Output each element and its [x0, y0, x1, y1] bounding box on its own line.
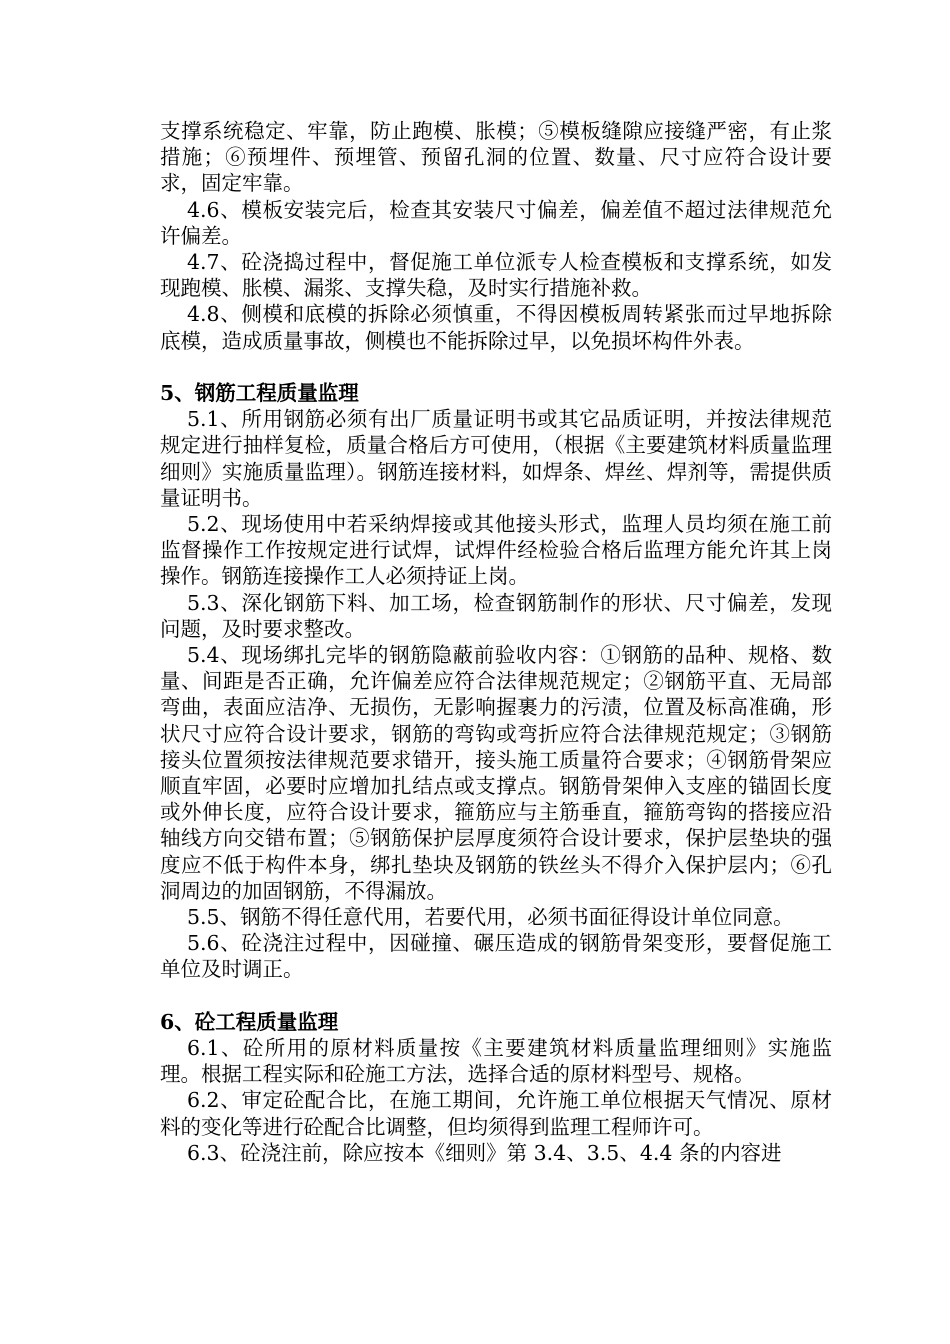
paragraph-5-2: 5.2、现场使用中若采纳焊接或其他接头形式，监理人员均须在施工前监督操作工作按规定进行试焊，试焊件经检验合格后监理方能允许其上岗操作。钢筋连接操作工人必须持证上岗。	[160, 512, 832, 589]
paragraph-intro: 支撑系统稳定、牢靠，防止跑模、胀模；⑤模板缝隙应接缝严密，有止浆措施；⑥预埋件、预埋管、预留孔洞的位置、数量、尺寸应符合设计要求，固定牢靠。	[160, 119, 832, 196]
paragraph-4-6: 4.6、模板安装完后，检查其安装尺寸偏差，偏差值不超过法律规范允许偏差。	[160, 197, 832, 248]
section-heading-6: 6、砼工程质量监理	[160, 1009, 339, 1034]
paragraph-4-8: 4.8、侧模和底模的拆除必须慎重，不得因模板周转紧张而过早地拆除底模，造成质量事故，侧模也不能拆除过早，以免损坏构件外表。	[160, 302, 832, 353]
paragraph-5-3: 5.3、深化钢筋下料、加工场，检查钢筋制作的形状、尺寸偏差，发现问题，及时要求整改。	[160, 590, 832, 641]
spacer	[160, 354, 832, 380]
spacer	[160, 983, 832, 1009]
section-heading-5: 5、钢筋工程质量监理	[160, 381, 359, 406]
paragraph-5-5: 5.5、钢筋不得任意代用，若要代用，必须书面征得设计单位同意。	[187, 905, 794, 930]
paragraph-5-4: 5.4、现场绑扎完毕的钢筋隐蔽前验收内容：①钢筋的品种、规格、数量、间距是否正确，允许偏差应符合法律规范规定；②钢筋平直、无局部弯曲，表面应洁净、无损伤，无影响握裹力的污渍，位置及标高准确，形状尺寸应符合设计要求，钢筋的弯钩或弯折应符合法律规范规定；③钢筋接头位置须按法律规范要求错开，接头施工质量符合要求；④钢筋骨架应顺直牢固，必要时应增加扎结点或支撑点。钢筋骨架伸入支座的锚固长度或外伸长度，应符合设计要求，箍筋应与主筋垂直，箍筋弯钩的搭接应沿轴线方向交错布置；⑤钢筋保护层厚度须符合设计要求，保护层垫块的强度应不低于构件本身，绑扎垫块及钢筋的铁丝头不得介入保护层内；⑥孔洞周边的加固钢筋，不得漏放。	[160, 643, 832, 903]
paragraph-6-1: 6.1、砼所用的原材料质量按《主要建筑材料质量监理细则》实施监理。根据工程实际和砼施工方法，选择合适的原材料型号、规格。	[160, 1036, 832, 1087]
paragraph-4-7: 4.7、砼浇捣过程中，督促施工单位派专人检查模板和支撑系统，如发现跑模、胀模、漏浆、支撑失稳，及时实行措施补救。	[160, 250, 832, 301]
document-page	[160, 118, 832, 1166]
paragraph-6-2: 6.2、审定砼配合比，在施工期间，允许施工单位根据天气情况、原材料的变化等进行砼配合比调整，但均须得到监理工程师许可。	[160, 1088, 832, 1139]
paragraph-5-6: 5.6、砼浇注过程中，因碰撞、碾压造成的钢筋骨架变形，要督促施工单位及时调正。	[160, 931, 832, 982]
paragraph-5-1: 5.1、所用钢筋必须有出厂质量证明书或其它品质证明，并按法律规范规定进行抽样复检，质量合格后方可使用，（根据《主要建筑材料质量监理细则》实施质量监理）。钢筋连接材料，如焊条、焊丝、焊剂等，需提供质量证明书。	[160, 407, 832, 510]
paragraph-6-3: 6.3、砼浇注前，除应按本《细则》第 3.4、3.5、4.4 条的内容进	[187, 1140, 782, 1165]
